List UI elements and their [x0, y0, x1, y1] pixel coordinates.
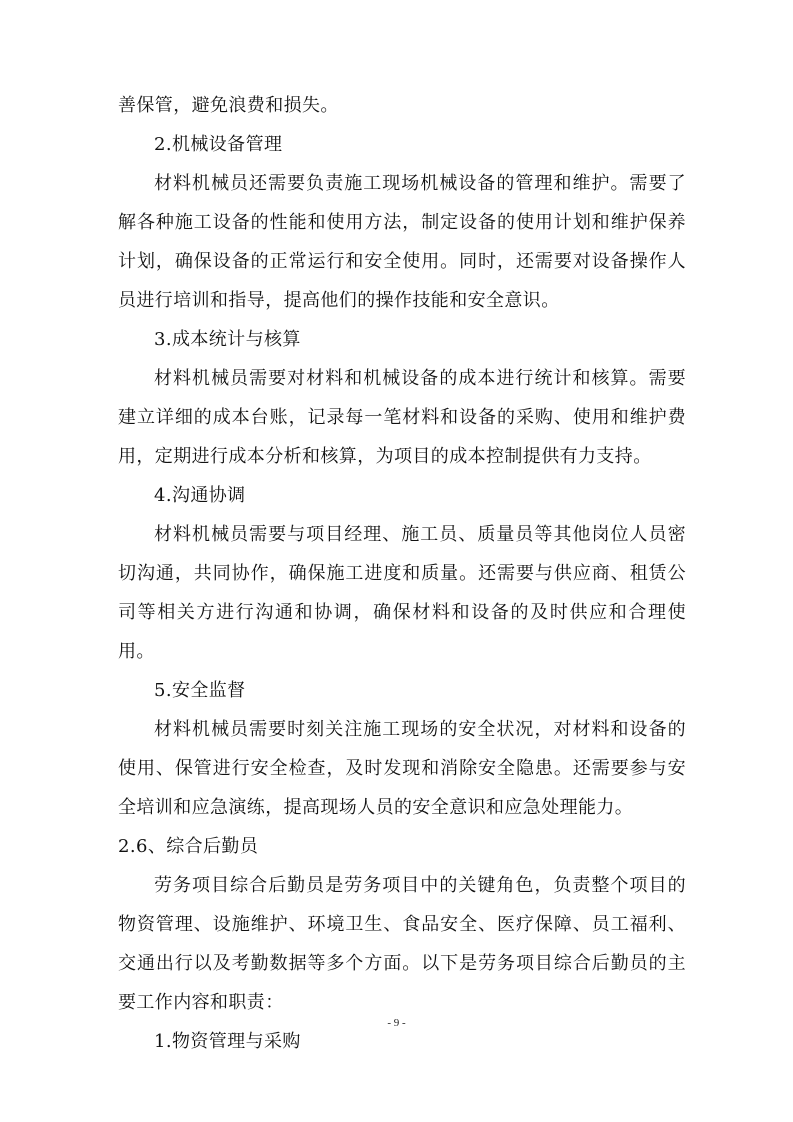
paragraph-line: 员进行培训和指导，提高他们的操作技能和安全意识。 — [118, 290, 560, 311]
section-heading: 2.6、综合后勤员 — [118, 836, 259, 857]
paragraph-line: 使用、保管进行安全检查，及时发现和消除安全隐患。还需要参与安 — [118, 758, 686, 779]
paragraph-line: 要工作内容和职责： — [118, 992, 284, 1013]
paragraph-line: 劳务项目综合后勤员是劳务项目中的关键角色，负责整个项目的 — [154, 875, 686, 896]
paragraph-line: 解各种施工设备的性能和使用方法，制定设备的使用计划和维护保养 — [118, 212, 686, 233]
paragraph-line: 切沟通，共同协作，确保施工进度和质量。还需要与供应商、租赁公 — [118, 563, 686, 584]
paragraph-line: 物资管理、设施维护、环境卫生、食品安全、医疗保障、员工福利、 — [118, 914, 686, 935]
paragraph-line: 善保管，避免浪费和损失。 — [118, 95, 339, 116]
paragraph-line: 材料机械员需要时刻关注施工现场的安全状况，对材料和设备的 — [154, 719, 686, 740]
paragraph-line: 材料机械员需要对材料和机械设备的成本进行统计和核算。需要 — [154, 368, 686, 389]
paragraph-line: 全培训和应急演练，提高现场人员的安全意识和应急处理能力。 — [118, 797, 634, 818]
paragraph-line: 建立详细的成本台账，记录每一笔材料和设备的采购、使用和维护费 — [118, 407, 686, 428]
subheading-line: 2.机械设备管理 — [154, 134, 283, 155]
subheading-line: 5.安全监督 — [154, 680, 246, 701]
paragraph-line: 材料机械员需要与项目经理、施工员、质量员等其他岗位人员密 — [154, 524, 686, 545]
paragraph-line: 用，定期进行成本分析和核算，为项目的成本控制提供有力支持。 — [118, 446, 652, 467]
subheading-line: 3.成本统计与核算 — [154, 329, 301, 350]
paragraph-line: 材料机械员还需要负责施工现场机械设备的管理和维护。需要了 — [154, 173, 686, 194]
paragraph-line: 交通出行以及考勤数据等多个方面。以下是劳务项目综合后勤员的主 — [118, 953, 686, 974]
subheading-line: 1.物资管理与采购 — [154, 1031, 301, 1052]
paragraph-line: 计划，确保设备的正常运行和安全使用。同时，还需要对设备操作人 — [118, 251, 686, 272]
paragraph-line: 用。 — [118, 641, 155, 662]
page-number: - 9 - — [387, 1017, 406, 1029]
page-body — [118, 86, 686, 1061]
paragraph-line: 司等相关方进行沟通和协调，确保材料和设备的及时供应和合理使 — [118, 602, 686, 623]
subheading-line: 4.沟通协调 — [154, 485, 246, 506]
